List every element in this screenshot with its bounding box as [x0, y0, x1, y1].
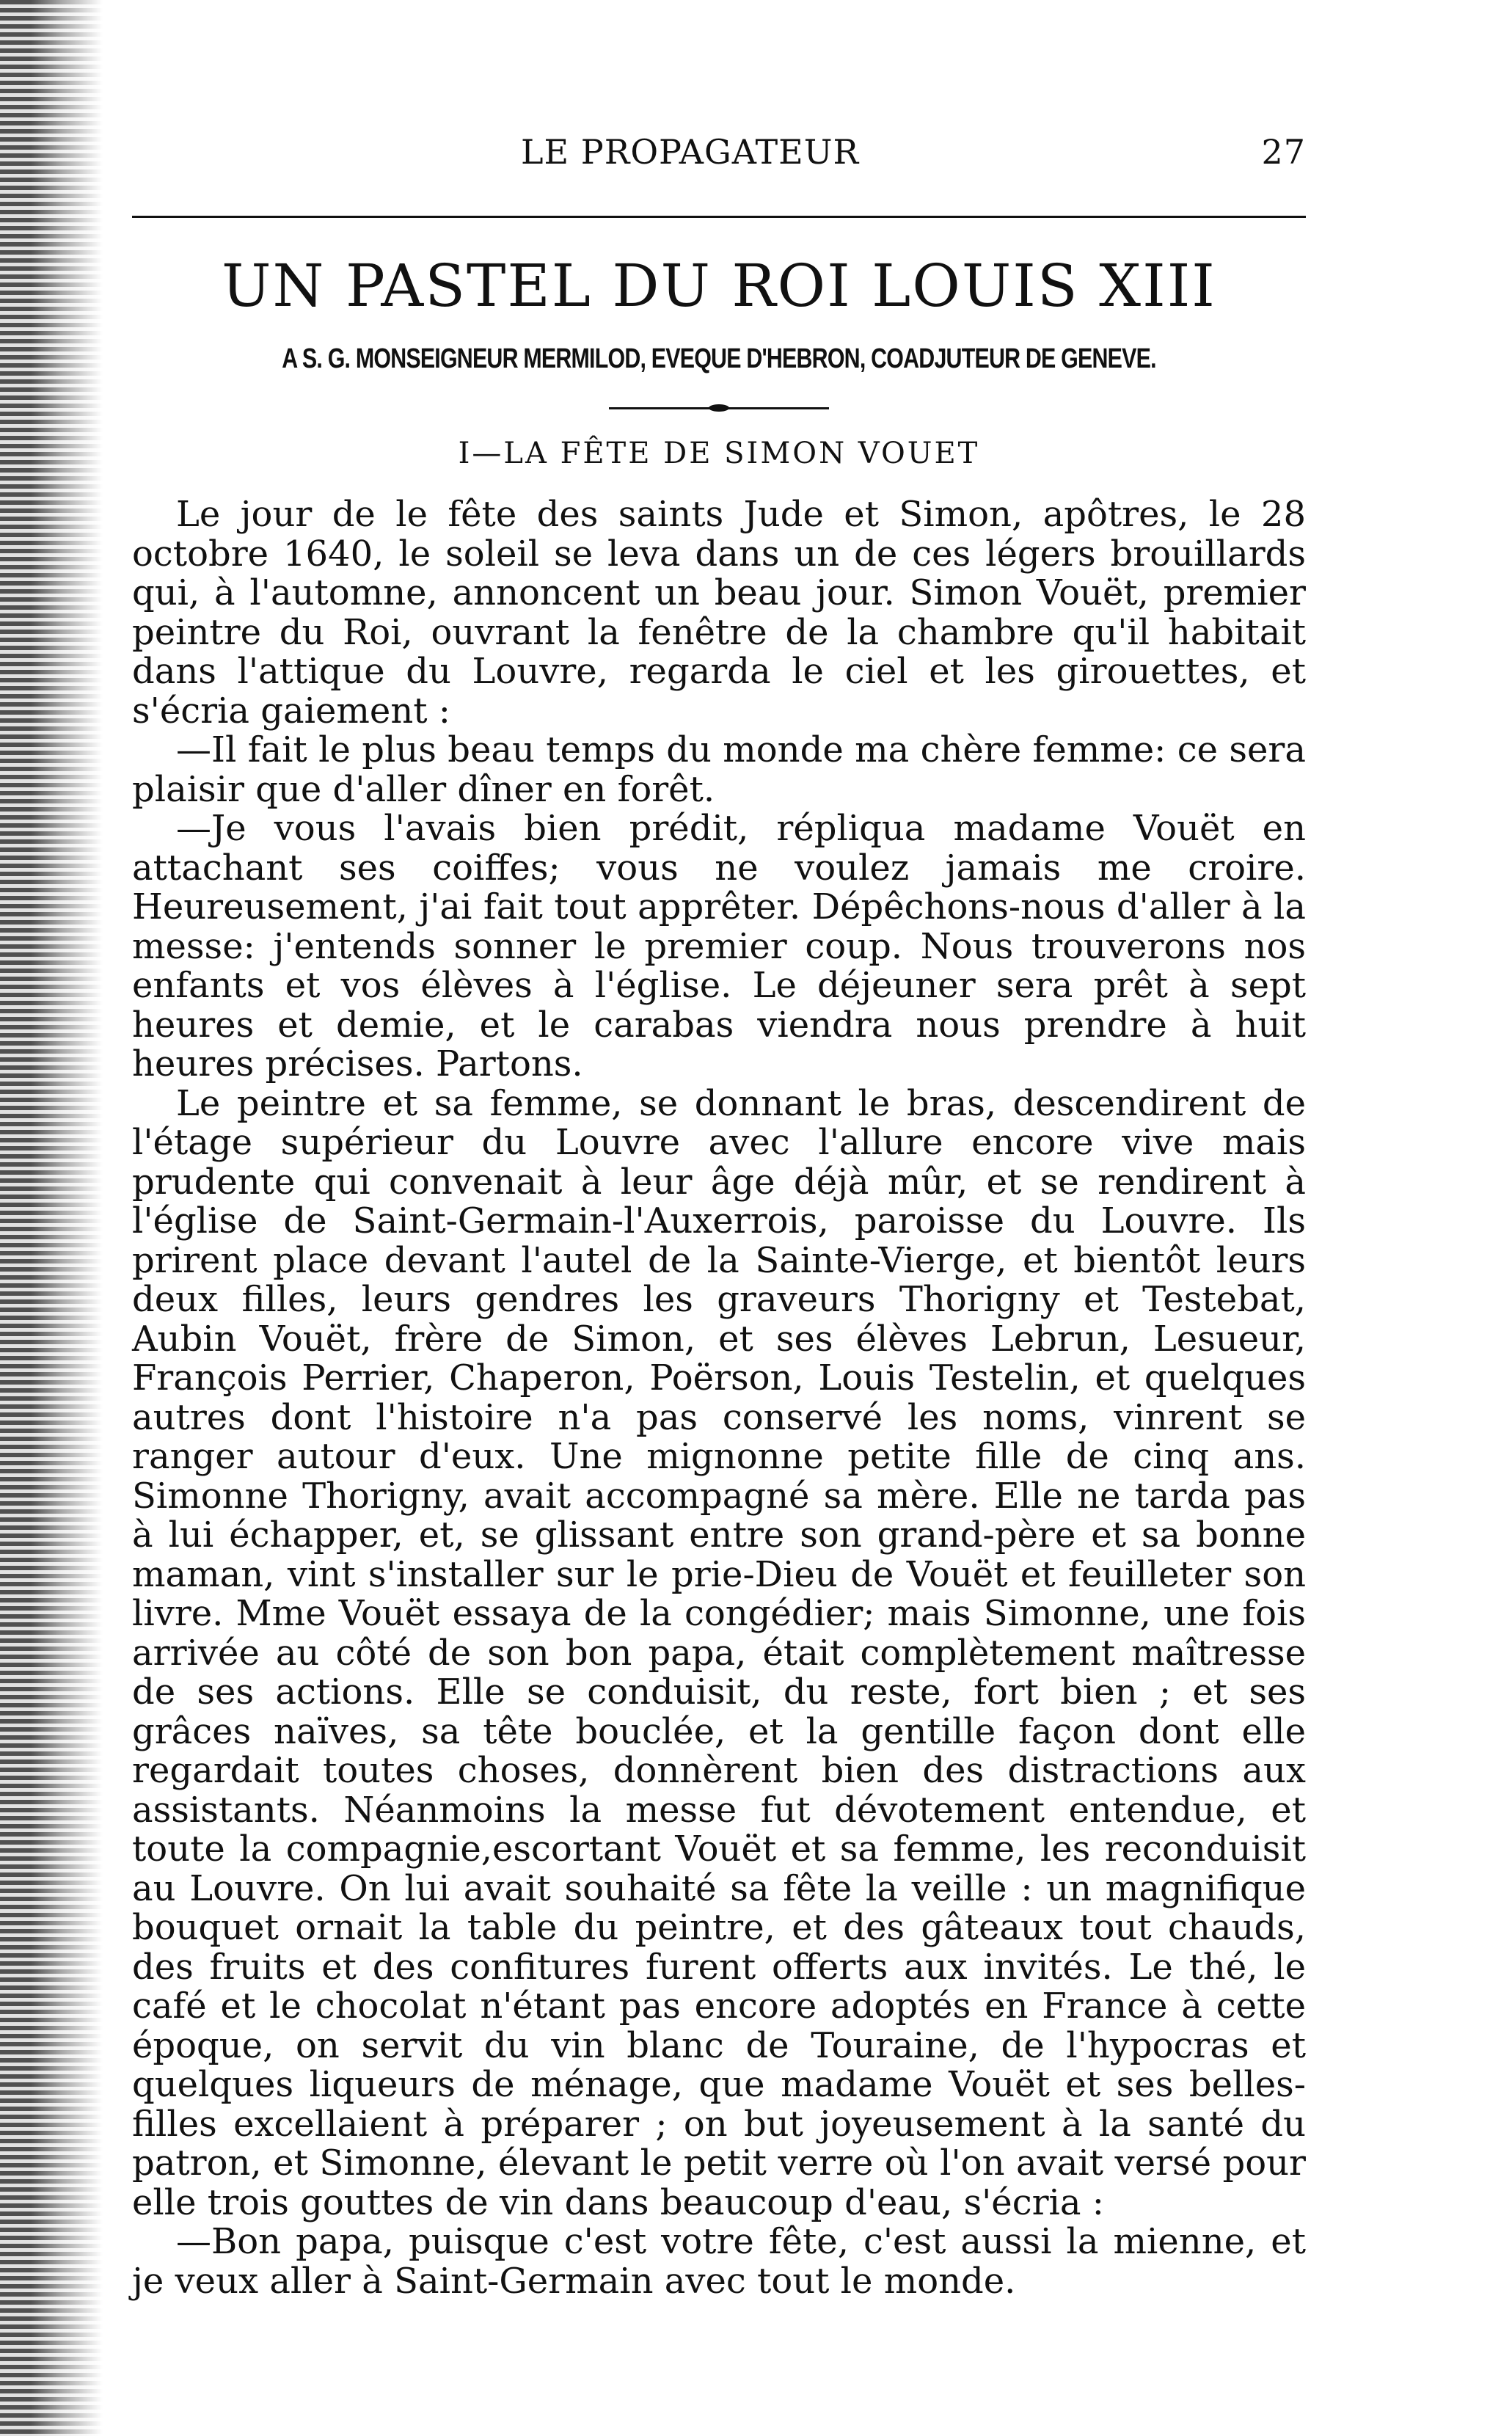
document-page	[132, 132, 1306, 2301]
paragraph: —Il fait le plus beau temps du monde ma chère femme: ce sera plaisir que d'aller dîner en forêt.	[132, 729, 1306, 810]
running-head	[132, 132, 1306, 183]
paragraph: —Je vous l'avais bien prédit, répliqua madame Vouët en attachant ses coiffes; vous ne voulez jamais me croire. Heureusement, j'ai fait tout apprêter. Dépêchons-nous d'aller à la messe: j'entends sonner le premier coup. Nous trouverons nos enfants et vos élèves à l'église. Le déjeuner sera prêt à sept heures et demie, et le carabas viendra nous prendre à huit heures précises. Partons.	[132, 808, 1306, 1084]
scanned-binding-edge	[0, 0, 103, 2436]
article-body	[132, 495, 1306, 2301]
running-head-title: LE PROPAGATEUR	[521, 132, 860, 172]
ornamental-rule	[609, 404, 829, 412]
paragraph: —Bon papa, puisque c'est votre fête, c'est aussi la mienne, et je veux aller à Saint-Germain avec tout le monde.	[132, 2221, 1306, 2302]
paragraph: Le peintre et sa femme, se donnant le bras, descendirent de l'étage supérieur du Louvre avec l'allure encore vive mais prudente qui convenait à leur âge déjà mûr, et se rendirent à l'église de Saint-Germain-l'Auxerrois, paroisse du Louvre. Ils prirent place devant l'autel de la Sainte-Vierge, et bientôt leurs deux filles, leurs gendres les graveurs Thorigny et Testebat, Aubin Vouët, frère de Simon, et ses élèves Lebrun, Lesueur, François Perrier, Chaperon, Poërson, Louis Testelin, et quelques autres dont l'histoire n'a pas conservé les noms, vinrent se ranger autour d'eux. Une mignonne petite fille de cinq ans. Simonne Thorigny, avait accompagné sa mère. Elle ne tarda pas à lui échapper, et, se glissant entre son grand-père et sa bonne maman, vint s'installer sur le prie-Dieu de Vouët et feuilleter son livre. Mme Vouët essaya de la congédier; mais Simonne, une fois arrivée au côté de son bon papa, était complètement maîtresse de ses actions. Elle se conduisit, du reste, fort bien ; et ses grâces naïves, sa tête bouclée, et la gentille façon dont elle regardait toutes choses, donnèrent bien des distractions aux assistants. Néanmoins la messe fut dévotement entendue, et toute la compagnie,escortant Vouët et sa femme, les reconduisit au Louvre. On lui avait souhaité sa fête la veille : un magnifique bouquet ornait la table du peintre, et des gâteaux tout chauds, des fruits et des confitures furent offerts aux invités. Le thé, le café et le chocolat n'étant pas encore adoptés en France à cette époque, on servit du vin blanc de Touraine, de l'hypocras et quelques liqueurs de ménage, que madame Vouët et ses belles-filles excellaient à préparer ; on but joyeusement à la santé du patron, et Simonne, élevant le petit verre où l'on avait versé pour elle trois gouttes de vin dans beaucoup d'eau, s'écria :	[132, 1082, 1306, 2223]
header-rule	[132, 216, 1306, 218]
dedication: A S. G. MONSEIGNEUR MERMILOD, EVEQUE D'HEBRON, COADJUTEUR DE GENEVE.	[282, 343, 1156, 374]
article-title: UN PASTEL DU ROI LOUIS XIII	[222, 252, 1216, 320]
section-heading: I—LA FÊTE DE SIMON VOUET	[458, 437, 980, 470]
paragraph: Le jour de le fête des saints Jude et Simon, apôtres, le 28 octobre 1640, le soleil se leva dans un de ces légers brouillards qui, à l'automne, annoncent un beau jour. Simon Vouët, premier peintre du Roi, ouvrant la fenêtre de la chambre qu'il habitait dans l'attique du Louvre, regarda le ciel et les girouettes, et s'écria gaiement :	[132, 494, 1306, 732]
page-number: 27	[1261, 132, 1306, 172]
